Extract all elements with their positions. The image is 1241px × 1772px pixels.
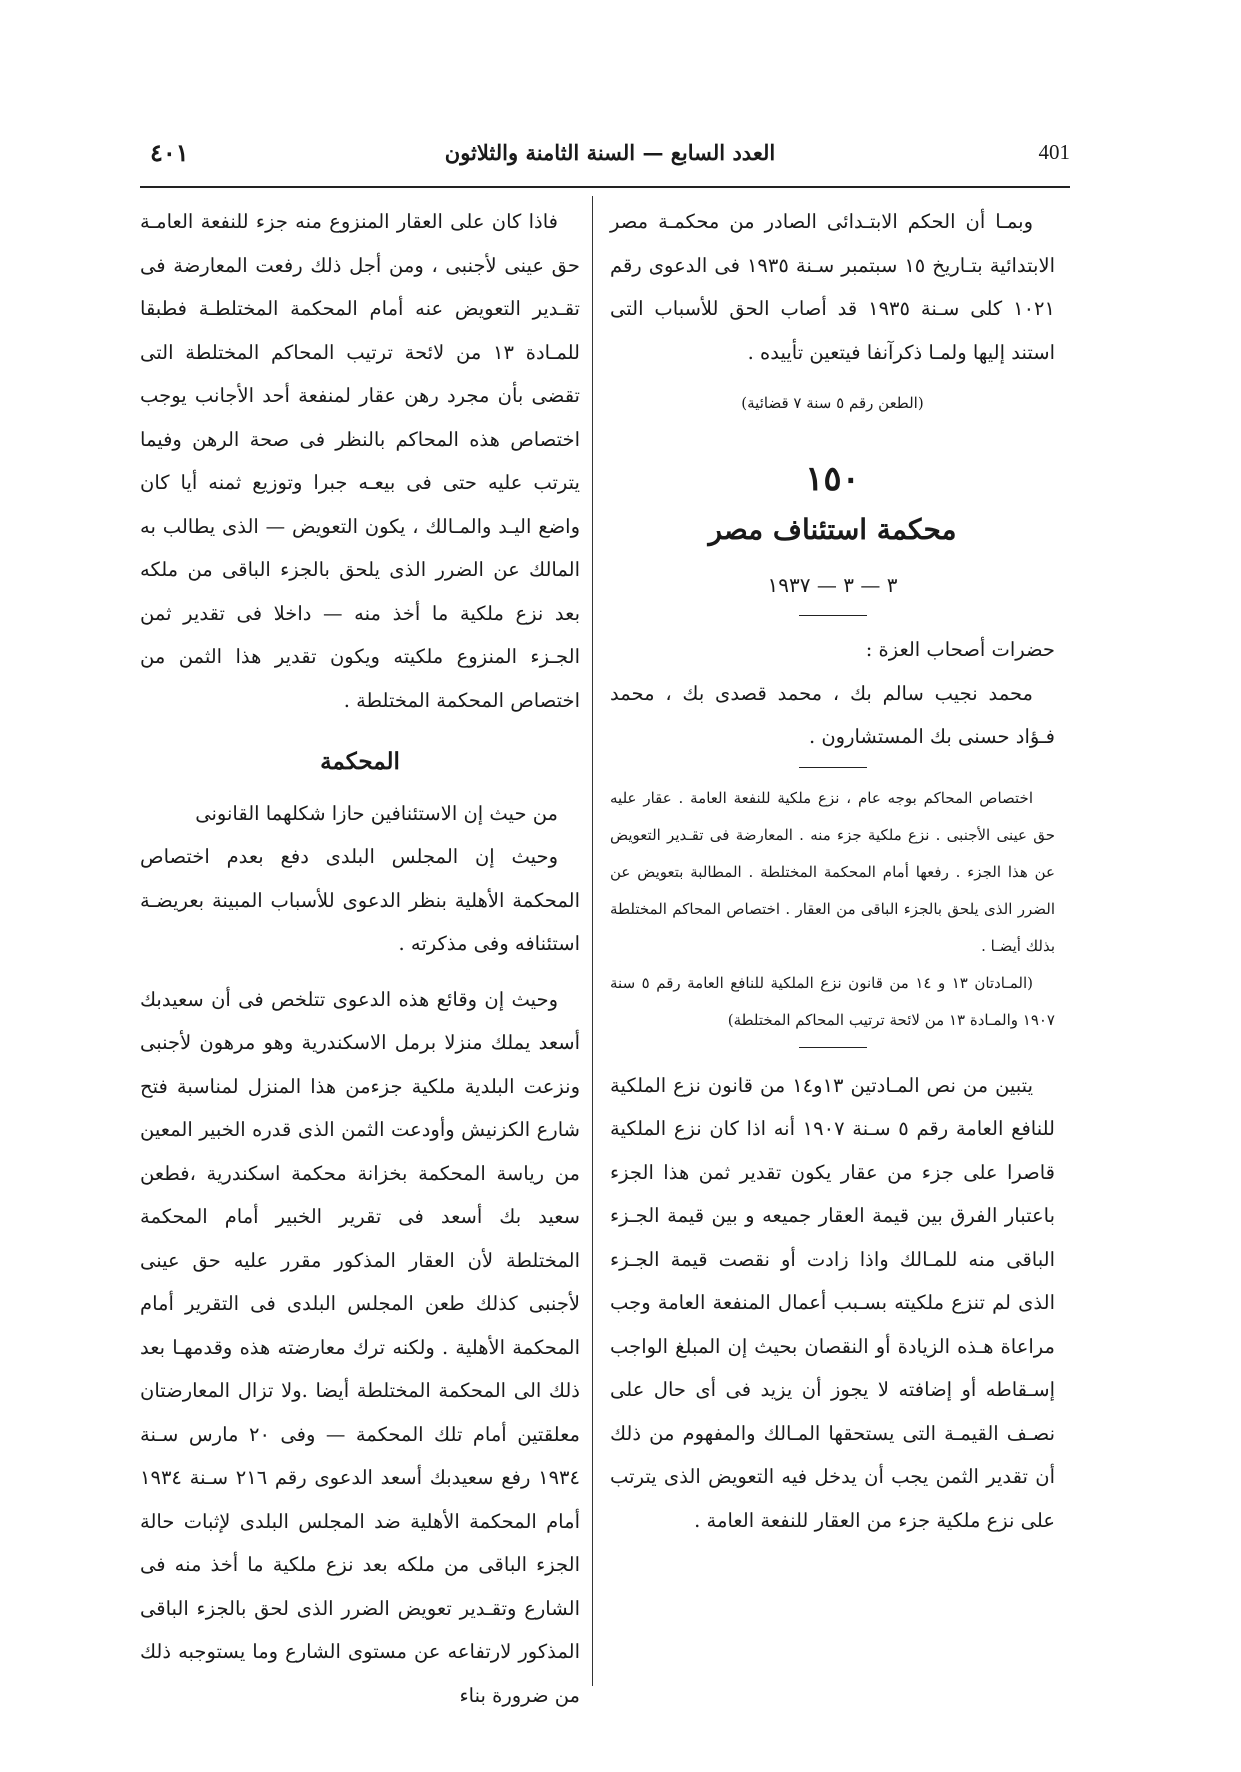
bench-names: محمد نجيب سالم بك ، محمد قصدى بك ، محمد فـؤاد حسنى بك المستشارون . [610, 681, 1055, 748]
headnote-continuation: فاذا كان على العقار المنزوع منه جزء للنفعة العامـة حق عينى لأجنبى ، ومن أجل ذلك رفعت المعارضة فى تقـدير التعويض عنه أمام المحكمة المختلطـة فطبقا للمـادة ١٣ من لائحة ترتيب المحاكم المختلطة التى تقضى بأن مجرد رهن عقار لمنفعة أحد الأجانب يوجب اختصاص هذه المحاكم بالنظر فى صحة الرهن وفيما يترتب عليه حتى فى بيعـه جبرا وتوزيع ثمنه أيا كان واضع اليـد والمـالك ، يكون التعويض — الذى يطالب به المالك عن الضرر الذى يلحق بالجزء الباقى من ملكه بعد نزع ملكية ما أخذ منه — داخلا فى تقدير ثمن الجـزء المنزوع ملكيته ويكون تقدير هذا الثمن من اختصاص المحكمة المختلطة . [140, 210, 580, 712]
judgment-paragraph: وحيث إن المجلس البلدى دفع بعدم اختصاص المحكمة الأهلية بنظر الدعوى للأسباب المبينة بعريضـة استئنافه وفى مذكرته . [140, 845, 580, 955]
running-header [150, 138, 1070, 178]
court-name: محكمة استئناف مصر [708, 512, 957, 546]
appeal-reference: (الطعن رقم ٥ سنة ٧ قضائية) [741, 394, 924, 412]
journal-issue-title: العدد السابع — السنة الثامنة والثلاثون [444, 140, 776, 165]
divider-rule [799, 615, 867, 616]
page-number-latin: 401 [1038, 140, 1070, 164]
headnote-references: (المـادتان ١٣ و ١٤ من قانون نزع الملكية للنافع العامة رقم ٥ سنة ١٩٠٧ والمـادة ١٣ من لائحة ترتيب المحاكم المختلطة) [610, 973, 1055, 1029]
divider-rule [799, 1047, 867, 1048]
judgment-date: ٣ — ٣ — ١٩٣٧ [767, 572, 898, 597]
case-number: ١٥٠ [805, 459, 860, 499]
opening-paragraph: وبمـا أن الحكم الابتـدائى الصادر من محكمـة مصر الابتدائية بتـاريخ ١٥ سبتمبر سـنة ١٩٣٥ فى الدعوى رقم ١٠٢١ كلى سـنة ١٩٣٥ قد أصاب الحق للأسباب التى استند إليها ولمـا ذكرآنفا فيتعين تأييده . [610, 210, 1055, 364]
headnote: اختصاص المحاكم بوجه عام ، نزع ملكية للنفعة العامة . عقار عليه حق عينى الأجنبى . نزع ملكية جزء منه . المعارضة فى تقـدير التعويض عن هذا الجزء . رفعها أمام المحكمة المختلطة . المطالبة بتعويض عن الضرر الذى يلحق بالجزء الباقى من العقار . اختصاص المحاكم المختلطة بذلك أيضـا . [610, 788, 1055, 955]
page-number-arabic: ٤٠١ [150, 138, 189, 167]
court-section-heading: المحكمة [320, 748, 400, 775]
ruling-paragraph: يتبين من نص المـادتين ١٣و١٤ من قانون نزع الملكية للنافع العامة رقم ٥ سـنة ١٩٠٧ أنه اذا كان نزع الملكية قاصرا على جزء من عقار يكون تقدير ثمن هذا الجزء باعتبار الفرق بين قيمة العقار جميعه و بين قيمة الجـزء الباقى منه للمـالك واذا زادت أو نقصت قيمة الجـزء الذى لم تنزع ملكيته بسـبب أعمال المنفعة العامة وجب مراعاة هـذه الزيادة أو النقصان بحيث إن المبلغ الواجب إسـقاطه أو إضافته لا يجوز أن يزيد فى أى حال على نصـف القيمـة التى يستحقها المـالك والمفهوم من ذلك أن تقدير الثمن يجب أن يدخل فيه التعويض الذى يترتب على نزع ملكية جزء من العقار للنفعة العامة . [610, 1073, 1056, 1532]
spacer [140, 966, 580, 978]
right-column [610, 200, 1055, 1542]
left-column [140, 200, 580, 1717]
judgment-paragraph: وحيث إن وقائع هذه الدعوى تتلخص فى أن سعيدبك أسعد يملك منزلا برمل الاسكندرية وهو مرهون لأجنبى ونزعت البلدية ملكية جزءمن هذا المنزل لمناسبة فتح شارع الكزنيش وأودعت الثمن الذى قدره الخبير المعين من رياسة المحكمة بخزانة محكمة اسكندرية ،فطعن سعيد بك أسعد فى تقرير الخبير أمام المحكمة المختلطة لأن العقار المذكور مقرر عليه حق عينى لأجنبى كذلك طعن المجلس البلدى فى التقرير أمام المحكمة الأهلية . ولكنه ترك معارضته هذه وقدمهـا بعد ذلك الى المحكمة المختلطة أيضا .ولا تزال المعارضتان معلقتين أمام تلك المحكمة — وفى ٢٠ مارس سـنة ١٩٣٤ رفع سعيدبك أسعد الدعوى رقم ٢١٦ سـنة ١٩٣٤ أمام المحكمة الأهلية ضد المجلس البلدى لإثبات حالة الجزء الباقى من ملكه بعد نزع ملكية ما أخذ منه فى الشارع وتقـدير تعويض الضرر الذى لحق بالجزء الباقى المذكور لارتفاعه عن مستوى الشارع وما يستوجبه ذلك من ضرورة بناء [140, 987, 580, 1707]
column-divider [592, 196, 593, 1686]
header-rule [140, 186, 1070, 188]
bench-intro: حضرات أصحاب العزة : [865, 638, 1055, 661]
judgment-paragraph: من حيث إن الاستئنافين حازا شكلهما القانونى [195, 801, 558, 825]
divider-rule [799, 767, 867, 768]
